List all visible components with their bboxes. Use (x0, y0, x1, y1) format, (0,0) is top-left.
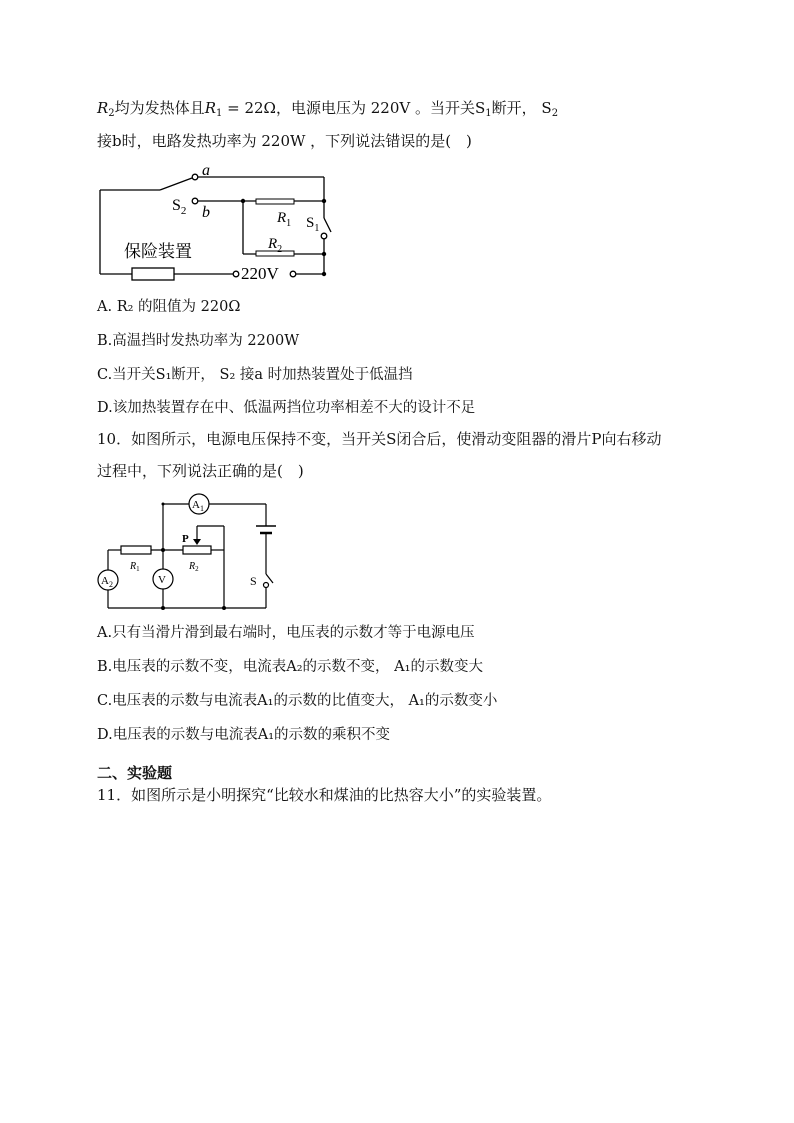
label-v: V (158, 574, 166, 586)
label-s1: $S_1$ (306, 215, 320, 234)
junction-dot (241, 199, 245, 203)
question-10-line-2: 过程中，下列说法正确的是( ) (97, 462, 304, 480)
q9-option-d: D.该加热装置存在中、低温两挡位功率相差不大的设计不足 (97, 400, 476, 416)
junction-dot (162, 503, 165, 506)
label-r2: $R_2$ (268, 236, 283, 255)
label-b: b (202, 204, 210, 221)
circuit-diagram-1 (96, 160, 336, 285)
label-s: S (250, 574, 257, 588)
subscript: 1 (215, 108, 223, 119)
subscript: 2 (108, 108, 115, 119)
text: 均为发热体且 (114, 99, 205, 117)
slider-arrow (193, 539, 201, 545)
var-r: R (204, 99, 216, 117)
label-fuse: 保险装置 (124, 242, 192, 262)
label-r2: $R_2$ (189, 561, 199, 573)
text: = 22Ω，电源电压为 220V 。当开关S (222, 99, 486, 117)
subscript: 1 (485, 108, 492, 119)
junction-dot (161, 606, 165, 610)
junction-dot (322, 252, 326, 256)
label-a: a (202, 162, 210, 179)
section-heading: 二、实验题 (97, 764, 173, 782)
q10-option-c: C.电压表的示数与电流表A₁的示数的比值变大， A₁的示数变小 (97, 693, 498, 709)
label-s2: $S_2$ (172, 197, 187, 217)
subscript: 2 (551, 108, 559, 119)
label-a2: $A_2$ (101, 575, 113, 589)
label-voltage: 220V (241, 264, 279, 283)
q10-option-b: B.电压表的示数不变，电流表A₂的示数不变， A₁的示数变大 (97, 659, 483, 675)
q10-option-d: D.电压表的示数与电流表A₁的示数的乘积不变 (97, 727, 391, 743)
circuit-diagram-2 (96, 490, 286, 615)
label-p: P (182, 533, 189, 545)
label-r1: $R_1$ (277, 210, 292, 229)
q9-option-a: A. R₂ 的阻值为 220Ω (97, 299, 241, 315)
junction-dot (322, 199, 326, 203)
label-r1: $R_1$ (130, 561, 140, 573)
q9-option-b: B.高温挡时发热功率为 2200W (97, 333, 300, 349)
question-9-intro-line-2: 接b时，电路发热功率为 220W ，下列说法错误的是( ) (97, 132, 472, 150)
question-10-line-1: 10．如图所示，电源电压保持不变，当开关S闭合后，使滑动变阻器的滑片P向右移动 (97, 430, 662, 448)
junction-dot (161, 548, 165, 552)
label-a1: $A_1$ (192, 499, 204, 513)
var-r: R (97, 99, 109, 117)
question-9-intro-line-1 (97, 98, 558, 124)
question-11-text: 11．如图所示是小明探究“比较水和煤油的比热容大小”的实验装置。 (97, 786, 552, 804)
q10-option-a: A.只有当滑片滑到最右端时，电压表的示数才等于电源电压 (97, 625, 475, 641)
junction-dot (222, 606, 226, 610)
q9-option-c: C.当开关S₁断开， S₂ 接a 时加热装置处于低温挡 (97, 367, 413, 383)
text: 断开， S (491, 99, 552, 117)
junction-dot (322, 272, 326, 276)
